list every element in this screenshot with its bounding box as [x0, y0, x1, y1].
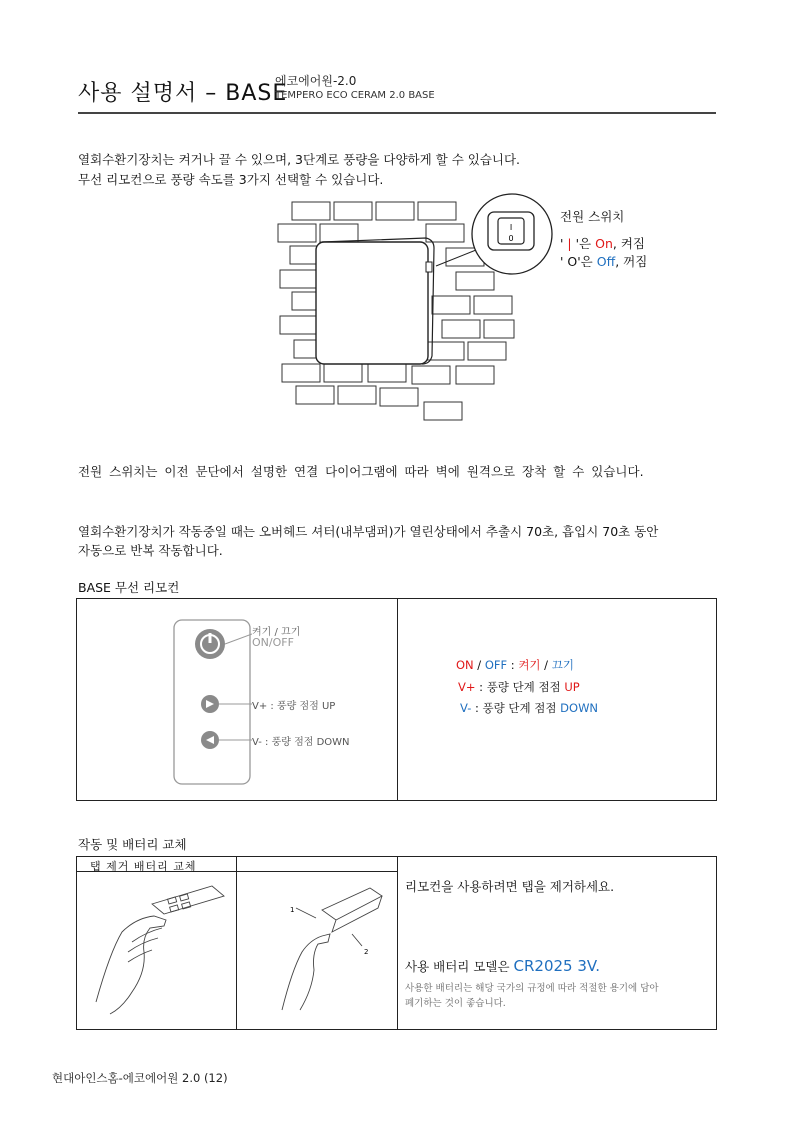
- remote-heading: BASE 무선 리모컨: [78, 580, 180, 595]
- switch-title: 전원 스위치: [560, 209, 625, 224]
- product-name-ko: 에코에어원-2.0: [275, 74, 357, 88]
- damper-note-line-1: 열회수환기장치가 작동중일 때는 오버헤드 셔터(내부댐퍼)가 열린상태에서 추출시 70초, 흡입시 70초 동안: [78, 524, 659, 539]
- vminus-label: V- : 풍량 점점 DOWN: [252, 737, 350, 748]
- battery-replace-illustration: [252, 880, 392, 1024]
- header-divider: [78, 112, 716, 114]
- legend-vminus: V- : 풍량 단계 점점 DOWN: [460, 701, 599, 715]
- arrow-1-label: 1: [290, 906, 295, 914]
- page-footer: 현대아인스홈-에코에어원 2.0 (12): [52, 1071, 228, 1085]
- legend-onoff: ON / OFF : 켜기 / 끄기: [456, 658, 574, 672]
- arrow-2-label: 2: [364, 948, 369, 956]
- legend-vplus: V+ : 풍량 단계 점점 UP: [458, 680, 580, 694]
- intro-line-2: 무선 리모컨으로 풍량 속도를 3가지 선택할 수 있습니다.: [78, 172, 384, 187]
- power-label-ko: 켜기 / 끄기: [252, 627, 301, 638]
- battery-disposal-line-2: 폐기하는 것이 좋습니다.: [405, 998, 506, 1009]
- product-name-en: TEMPERO ECO CERAM 2.0 BASE: [275, 90, 435, 101]
- switch-on-line: ' | '은 On, 켜짐: [560, 236, 645, 251]
- switch-on-glyph: I: [509, 223, 513, 232]
- switch-off-glyph: 0: [508, 234, 514, 243]
- battery-disposal-line-1: 사용한 배터리는 해당 국가의 규정에 따라 적절한 용기에 담아: [405, 983, 659, 994]
- mount-note: 전원 스위치는 이전 문단에서 설명한 연결 다이어그램에 따라 벽에 원격으로 장착 할 수 있습니다.: [78, 464, 644, 479]
- power-label-en: ON/OFF: [252, 636, 294, 649]
- battery-model-line: 사용 배터리 모델은 CR2025 3V.: [405, 957, 601, 975]
- vplus-label: V+ : 풍량 점점 UP: [252, 701, 336, 712]
- remote-control-drawing: [172, 618, 252, 790]
- battery-instruction: 리모컨을 사용하려면 탭을 제거하세요.: [405, 879, 615, 894]
- intro-line-1: 열회수환기장치는 켜거나 끌 수 있으며, 3단계로 풍량을 다양하게 할 수 있습니다.: [78, 152, 521, 167]
- page-title: 사용 설명서 – BASE: [78, 81, 288, 106]
- damper-note-line-2: 자동으로 반복 작동합니다.: [78, 543, 223, 558]
- switch-off-line: ' O'은 Off, 꺼짐: [560, 254, 648, 269]
- battery-heading: 작동 및 배터리 교체: [78, 837, 187, 852]
- battery-col1-header: 탭 제거 배터리 교체: [90, 860, 197, 873]
- power-switch-zoom: [470, 192, 554, 280]
- tab-removal-illustration: [92, 882, 232, 1026]
